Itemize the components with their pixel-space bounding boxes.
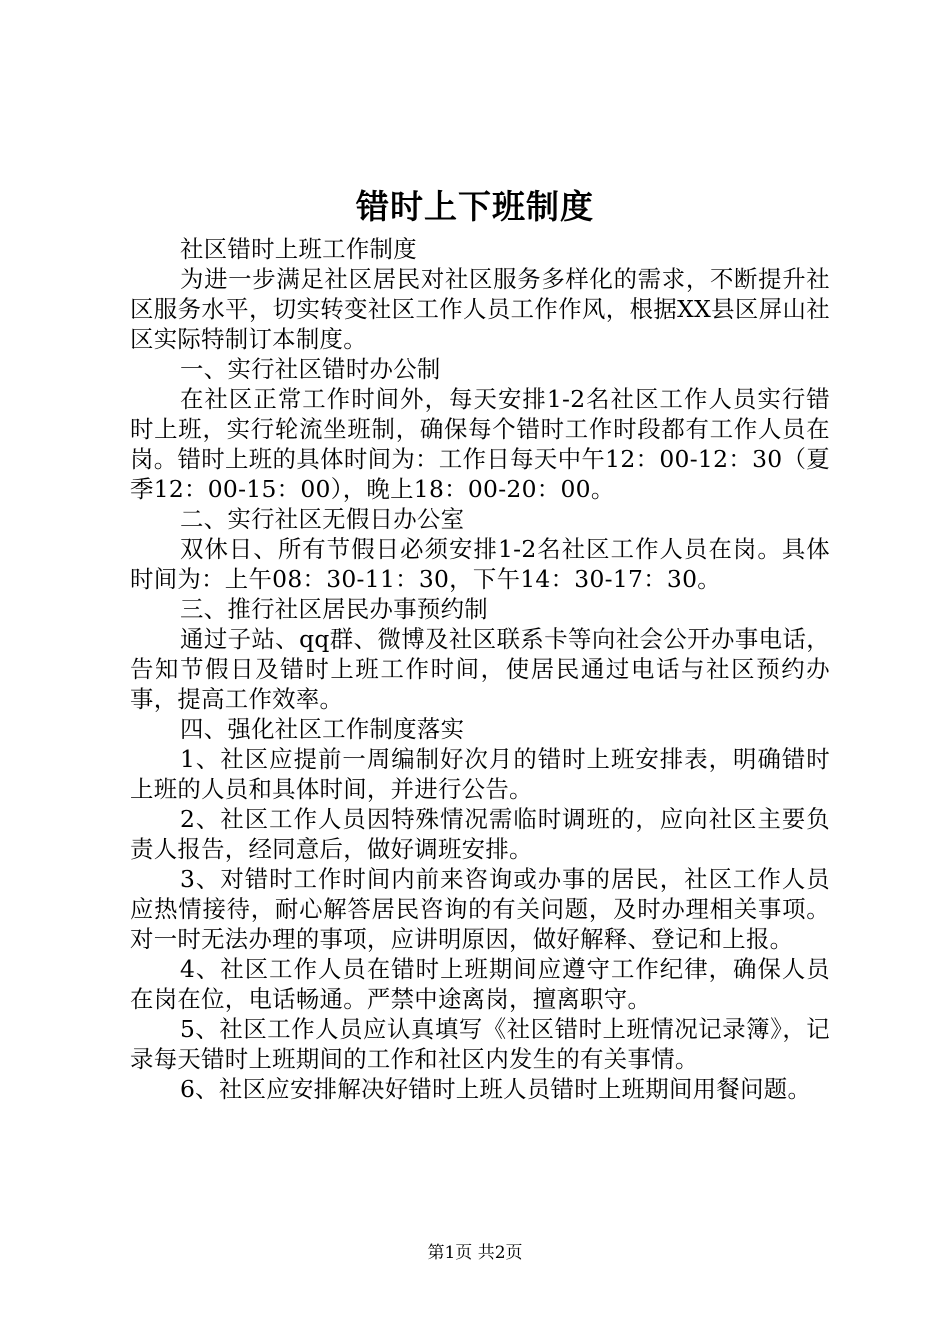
- list-item-3: 3、对错时工作时间内前来咨询或办事的居民，社区工作人员应热情接待，耐心解答居民咨询的有关问题，及时办理相关事项。对一时无法办理的事项，应讲明原因，做好解释、登记和上报。: [130, 865, 830, 953]
- page-footer: 第1页 共2页: [427, 1243, 523, 1263]
- paragraph-section-1: 在社区正常工作时间外，每天安排1-2名社区工作人员实行错时上班，实行轮流坐班制，确保每个错时工作时段都有工作人员在岗。错时上班的具体时间为：工作日每天中午12：00-12：30（夏季12：00-15：00），晚上18：00-20：00。: [130, 385, 830, 503]
- list-item-1: 1、社区应提前一周编制好次月的错时上班安排表，明确错时上班的人员和具体时间，并进行公告。: [130, 745, 830, 803]
- section-heading-2: 二、实行社区无假日办公室: [180, 505, 465, 533]
- list-item-2: 2、社区工作人员因特殊情况需临时调班的，应向社区主要负责人报告，经同意后，做好调班安排。: [130, 805, 830, 863]
- list-item-6: 6、社区应安排解决好错时上班人员错时上班期间用餐问题。: [180, 1075, 812, 1103]
- section-heading-4: 四、强化社区工作制度落实: [180, 715, 465, 743]
- paragraph-subtitle: 社区错时上班工作制度: [180, 235, 417, 263]
- document-title: 错时上下班制度: [356, 187, 594, 226]
- list-item-5: 5、社区工作人员应认真填写《社区错时上班情况记录簿》，记录每天错时上班期间的工作和社区内发生的有关事情。: [130, 1015, 830, 1073]
- section-heading-3: 三、推行社区居民办事预约制: [180, 595, 488, 623]
- paragraph-section-2: 双休日、所有节假日必须安排1-2名社区工作人员在岗。具体时间为：上午08：30-11：30，下午14：30-17：30。: [130, 535, 830, 593]
- list-item-4: 4、社区工作人员在错时上班期间应遵守工作纪律，确保人员在岗在位，电话畅通。严禁中途离岗，擅离职守。: [130, 955, 830, 1013]
- section-heading-1: 一、实行社区错时办公制: [180, 355, 441, 383]
- document-body: [130, 234, 830, 1104]
- paragraph-section-3: 通过子站、qq群、微博及社区联系卡等向社会公开办事电话，告知节假日及错时上班工作时间，使居民通过电话与社区预约办事，提高工作效率。: [130, 625, 830, 713]
- paragraph-intro: 为进一步满足社区居民对社区服务多样化的需求，不断提升社区服务水平，切实转变社区工作人员工作作风，根据XX县区屏山社区实际特制订本制度。: [130, 265, 830, 353]
